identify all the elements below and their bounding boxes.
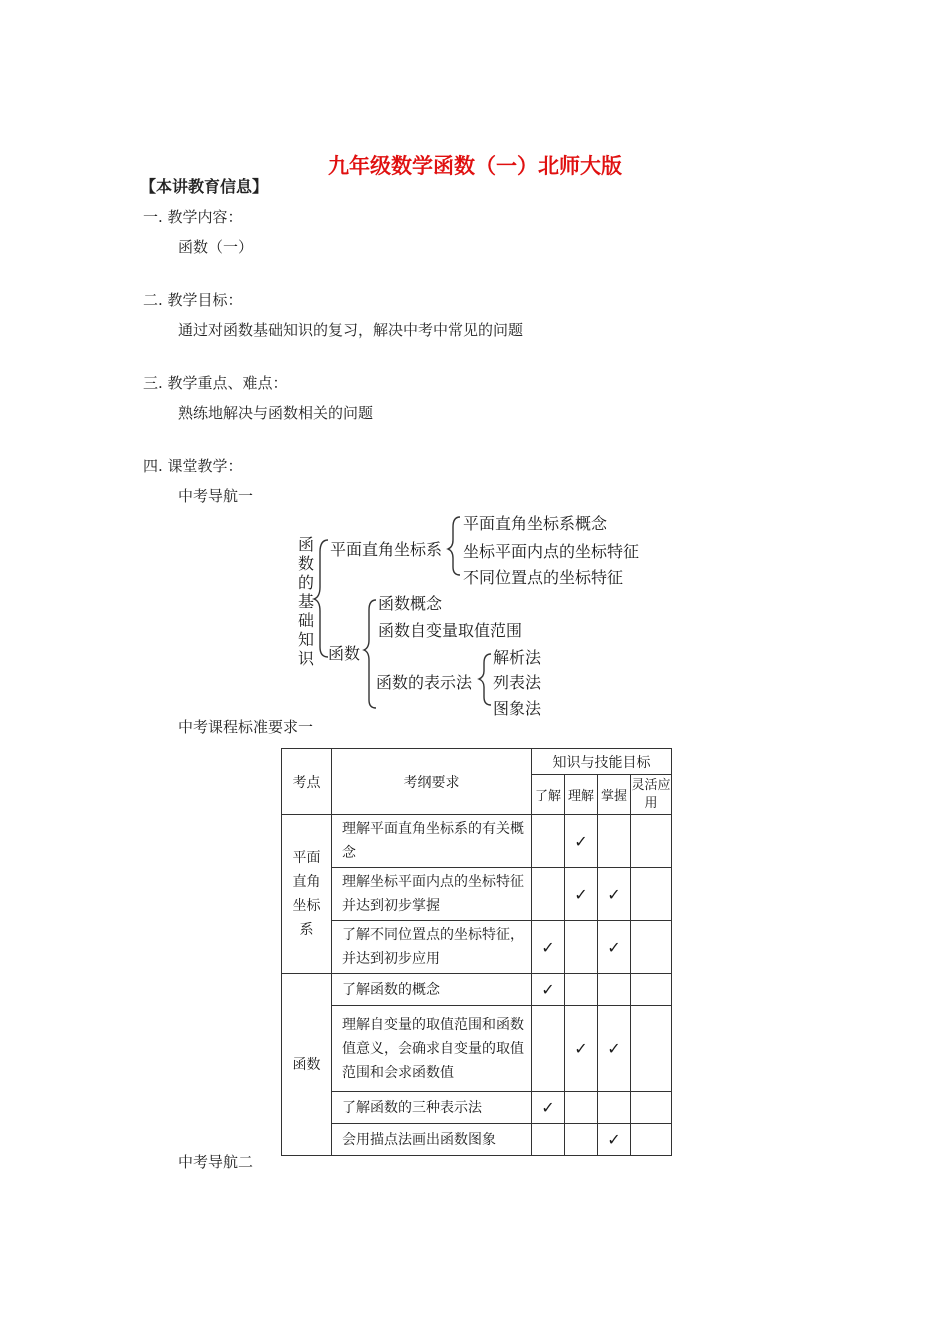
section-heading-4: 四. 课堂教学： — [143, 457, 243, 475]
table-row — [282, 868, 672, 921]
check-cell — [532, 921, 565, 974]
check-cell — [565, 1006, 598, 1092]
table-row — [282, 921, 672, 974]
check-cell — [565, 974, 598, 1006]
header-kaodian: 考点 — [282, 749, 332, 815]
check-cell — [598, 974, 631, 1006]
check-cell — [598, 921, 631, 974]
requirement-cell: 理解坐标平面内点的坐标特征并达到初步掌握 — [332, 868, 532, 921]
page-title: 九年级数学函数（一）北师大版 — [328, 154, 622, 178]
table-row — [282, 815, 672, 868]
requirement-cell: 理解平面直角坐标系的有关概念 — [332, 815, 532, 868]
table-caption: 中考课程标准要求一 — [178, 718, 314, 736]
header-level: 理解 — [565, 775, 598, 815]
section-body-1: 函数（一） — [178, 238, 254, 256]
header-level: 掌握 — [598, 775, 631, 815]
check-mark-icon: ✓ — [574, 884, 588, 904]
check-mark-icon: ✓ — [541, 980, 555, 999]
footer-line: 中考导航二 — [178, 1153, 254, 1171]
table-row — [282, 1092, 672, 1124]
check-cell — [631, 921, 672, 974]
section-heading-3: 三. 教学重点、难点： — [143, 374, 288, 392]
check-cell — [631, 974, 672, 1006]
check-cell — [565, 1124, 598, 1156]
check-cell — [631, 1124, 672, 1156]
diagram-branch2-item: 函数概念 — [378, 594, 443, 613]
section-heading-2: 二. 教学目标： — [143, 291, 243, 309]
check-cell — [532, 868, 565, 921]
check-cell — [532, 1124, 565, 1156]
check-mark-icon: ✓ — [574, 831, 588, 851]
check-mark-icon: ✓ — [607, 937, 621, 957]
diagram-branch2: 函数 — [328, 644, 361, 663]
diagram-branch1-item: 坐标平面内点的坐标特征 — [463, 542, 640, 561]
requirement-cell: 理解自变量的取值范围和函数值意义，会确求自变量的取值范围和会求函数值 — [332, 1006, 532, 1092]
section-body-2: 通过对函数基础知识的复习，解决中考中常见的问题 — [178, 321, 524, 339]
info-header: 【本讲教育信息】 — [140, 177, 269, 196]
requirement-cell: 了解函数的概念 — [332, 974, 532, 1006]
requirement-cell: 会用描点法画出函数图象 — [332, 1124, 532, 1156]
check-cell — [631, 868, 672, 921]
check-mark-icon: ✓ — [607, 1039, 621, 1058]
check-cell — [631, 1092, 672, 1124]
section-body-3: 熟练地解决与函数相关的问题 — [178, 404, 374, 422]
check-cell — [598, 1092, 631, 1124]
diagram-sub-item: 图象法 — [493, 699, 542, 718]
check-mark-icon: ✓ — [607, 1130, 621, 1149]
section-body-4: 中考导航一 — [178, 487, 254, 505]
table-row — [282, 1006, 672, 1092]
diagram-branch1-item: 平面直角坐标系概念 — [463, 514, 608, 533]
diagram-sub-item: 列表法 — [493, 673, 542, 692]
diagram-root: 函数的基础知识 — [298, 535, 315, 668]
check-cell — [631, 1006, 672, 1092]
check-cell — [565, 868, 598, 921]
diagram-sub-branch: 函数的表示法 — [376, 673, 473, 692]
diagram-branch2-item: 函数自变量取值范围 — [378, 621, 523, 640]
check-cell — [532, 815, 565, 868]
group-name: 平面直角坐标系 — [282, 815, 332, 974]
header-skill-group: 知识与技能目标 — [532, 749, 672, 775]
check-cell — [598, 815, 631, 868]
diagram-sub-item: 解析法 — [493, 648, 542, 667]
group-name: 函数 — [282, 974, 332, 1156]
header-requirement: 考纲要求 — [332, 749, 532, 815]
check-cell — [598, 1124, 631, 1156]
header-level: 灵活应用 — [631, 775, 672, 815]
diagram-branch1-item: 不同位置点的坐标特征 — [463, 568, 624, 587]
check-mark-icon: ✓ — [541, 937, 555, 957]
check-cell — [565, 815, 598, 868]
check-mark-icon: ✓ — [574, 1039, 588, 1058]
check-cell — [631, 815, 672, 868]
check-mark-icon: ✓ — [541, 1098, 555, 1117]
requirement-cell: 了解函数的三种表示法 — [332, 1092, 532, 1124]
check-cell — [565, 1092, 598, 1124]
check-cell — [532, 1006, 565, 1092]
check-cell — [598, 1006, 631, 1092]
check-cell — [532, 1092, 565, 1124]
check-mark-icon: ✓ — [607, 884, 621, 904]
table-row — [282, 1124, 672, 1156]
requirements-table — [281, 748, 672, 1156]
knowledge-diagram — [290, 507, 660, 719]
header-level: 了解 — [532, 775, 565, 815]
check-cell — [565, 921, 598, 974]
requirement-cell: 了解不同位置点的坐标特征，并达到初步应用 — [332, 921, 532, 974]
section-heading-1: 一. 教学内容： — [143, 208, 243, 226]
check-cell — [532, 974, 565, 1006]
check-cell — [598, 868, 631, 921]
table-row — [282, 974, 672, 1006]
diagram-branch1: 平面直角坐标系 — [330, 540, 443, 559]
